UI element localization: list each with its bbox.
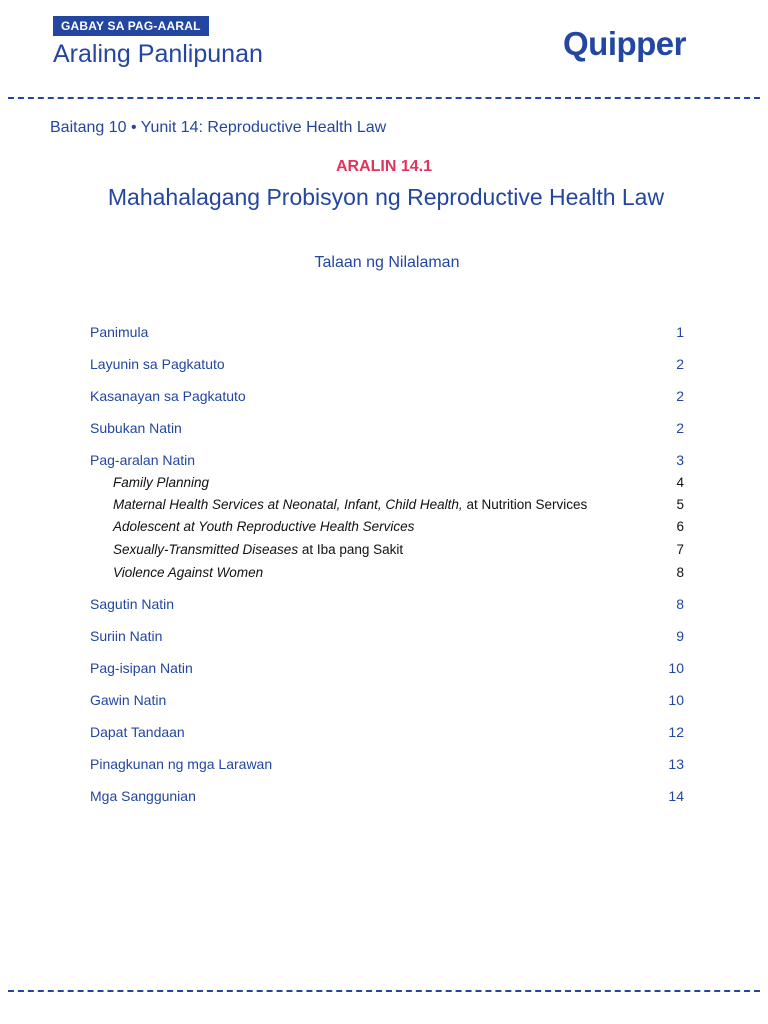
toc-subitem-family-planning[interactable]: [113, 474, 684, 492]
toc-subitem-label-italic: Sexually-Transmitted Diseases: [113, 542, 299, 557]
toc-item-page: 9: [676, 628, 684, 644]
toc-item-gawin[interactable]: [90, 691, 684, 709]
toc-item-page: 7: [676, 542, 684, 557]
toc-item-sagutin[interactable]: [90, 595, 684, 613]
toc-item-subukan[interactable]: [90, 419, 684, 437]
toc-item-page: 10: [668, 692, 684, 708]
toc-subitem-maternal-health[interactable]: [113, 496, 684, 514]
subject-title: Araling Panlipunan: [53, 40, 263, 68]
toc-item-pag-aralan[interactable]: [90, 451, 684, 469]
toc-item-panimula[interactable]: [90, 323, 684, 341]
toc-item-label: Subukan Natin: [90, 420, 182, 436]
toc-item-label: Dapat Tandaan: [90, 724, 185, 740]
toc-subitem-label-italic: Maternal Health Services at Neonatal, Infant, Child Health,: [113, 497, 463, 512]
toc-item-page: 2: [676, 356, 684, 372]
toc-item-label: Layunin sa Pagkatuto: [90, 356, 225, 372]
toc-item-page: 8: [676, 596, 684, 612]
toc-item-dapat-tandaan[interactable]: [90, 723, 684, 741]
toc-item-page: 2: [676, 420, 684, 436]
quipper-logo: Quipper: [563, 25, 687, 62]
toc-subitem-label-rest: at Iba pang Sakit: [298, 542, 404, 557]
toc-subitem-label-italic: Adolescent at Youth Reproductive Health Services: [113, 519, 415, 534]
toc-item-label: Sagutin Natin: [90, 596, 175, 612]
toc-item-label: Mga Sanggunian: [90, 788, 196, 804]
toc-item-page: 5: [676, 497, 684, 512]
lesson-number: ARALIN 14.1: [335, 158, 433, 175]
breadcrumb: Baitang 10 • Yunit 14: Reproductive Health Law: [50, 119, 387, 136]
toc-item-suriin[interactable]: [90, 627, 684, 645]
toc-subitem-label: [113, 564, 263, 582]
toc-item-label: Pag-isipan Natin: [90, 660, 193, 676]
toc-item-pag-isipan[interactable]: [90, 659, 684, 677]
toc-item-page: 4: [676, 475, 684, 490]
toc-item-label: Panimula: [90, 324, 149, 340]
toc-subitem-label: [113, 518, 414, 536]
toc-subitem-label: [113, 474, 209, 492]
toc-item-page: 14: [668, 788, 684, 804]
toc-item-page: 2: [676, 388, 684, 404]
toc-subitem-label: [113, 541, 403, 559]
toc-heading: Talaan ng Nilalaman: [314, 254, 460, 271]
toc-item-page: 3: [676, 452, 684, 468]
toc-item-pinagkunan[interactable]: [90, 755, 684, 773]
toc-item-page: 12: [668, 724, 684, 740]
toc-item-sanggunian[interactable]: [90, 787, 684, 805]
toc-subitem-adolescent-youth[interactable]: [113, 518, 684, 536]
toc-item-label: Kasanayan sa Pagkatuto: [90, 388, 246, 404]
toc-subitem-label-italic: Violence Against Women: [113, 565, 264, 580]
toc-item-layunin[interactable]: [90, 355, 684, 373]
toc-item-page: 10: [668, 660, 684, 676]
top-dashed-divider: [8, 97, 760, 99]
lesson-title: Mahahalagang Probisyon ng Reproductive Health Law: [107, 184, 665, 210]
toc-item-label: Pag-aralan Natin: [90, 452, 196, 468]
toc-item-page: 1: [676, 324, 684, 340]
toc-subitem-label-rest: at Nutrition Services: [462, 497, 588, 512]
toc-item-kasanayan[interactable]: [90, 387, 684, 405]
toc-subitem-label: [113, 496, 587, 514]
toc-subitem-label-italic: Family Planning: [113, 475, 210, 490]
toc-subitem-std[interactable]: [113, 541, 684, 559]
toc-item-page: 8: [676, 565, 684, 580]
toc-subitem-violence-against-women[interactable]: [113, 564, 684, 582]
bottom-dashed-divider: [8, 990, 760, 992]
toc-item-label: Suriin Natin: [90, 628, 163, 644]
toc-item-label: Gawin Natin: [90, 692, 167, 708]
toc-item-page: 13: [668, 756, 684, 772]
toc-item-label: Pinagkunan ng mga Larawan: [90, 756, 273, 772]
study-guide-badge: GABAY SA PAG-AARAL: [53, 16, 209, 36]
toc-item-page: 6: [676, 519, 684, 534]
